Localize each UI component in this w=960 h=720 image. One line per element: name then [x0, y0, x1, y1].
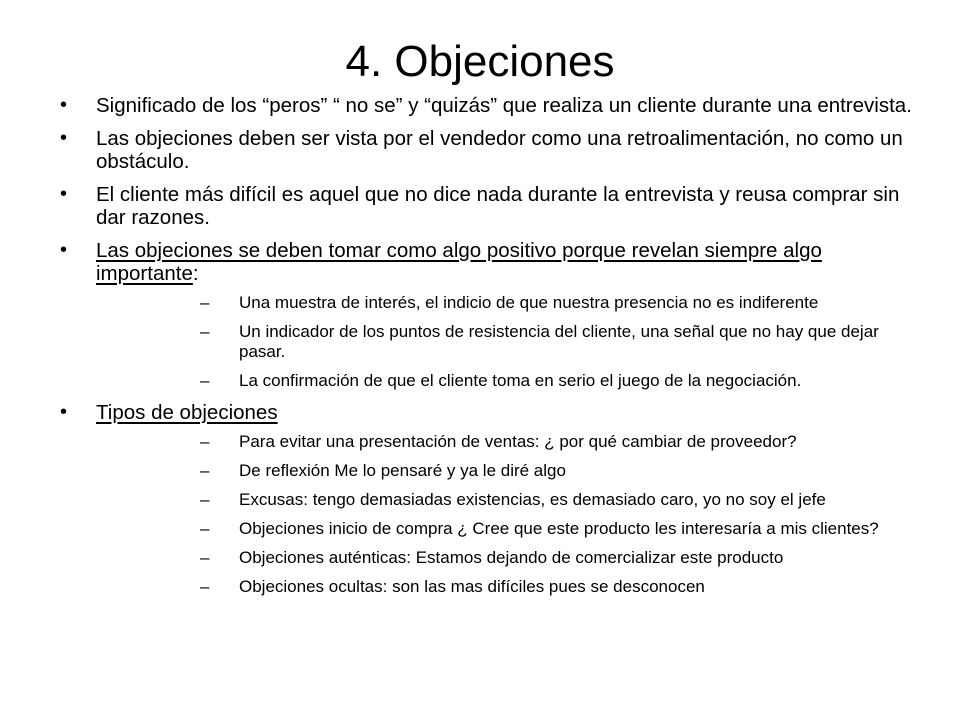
sub-item — [96, 548, 920, 568]
bullet-meaning — [0, 94, 960, 117]
sub-item-text: Excusas: tengo demasiadas existencias, es demasiado caro, yo no soy el jefe — [239, 490, 826, 509]
sub-item — [96, 293, 920, 313]
sub-item-text: Objeciones inicio de compra ¿ Cree que este producto les interesaría a mis clientes? — [239, 519, 879, 538]
sub-item-text: Objeciones ocultas: son las mas difíciles pues se desconocen — [239, 577, 705, 596]
dash-marker: – — [200, 293, 210, 312]
sub-item — [96, 322, 920, 362]
slide-content — [0, 94, 960, 607]
positive-sub-list — [96, 293, 920, 391]
dash-marker: – — [200, 577, 210, 596]
sub-item-text: Objeciones auténticas: Estamos dejando de comercializar este producto — [239, 548, 784, 567]
bullet-types — [0, 401, 960, 597]
dash-marker: – — [200, 461, 210, 480]
dash-marker: – — [200, 519, 210, 538]
bullet-marker: • — [60, 183, 68, 205]
bullet-marker: • — [60, 401, 68, 423]
sub-item-text: La confirmación de que el cliente toma en serio el juego de la negociación. — [239, 371, 802, 390]
bullet-text: El cliente más difícil es aquel que no dice nada durante la entrevista y reusa comprar sin dar razones. — [96, 183, 900, 229]
bullet-marker: • — [60, 127, 68, 149]
sub-item-text: Para evitar una presentación de ventas: ¿ por qué cambiar de proveedor? — [239, 432, 797, 451]
bullet-text: Significado de los “peros” “ no se” y “quizás” que realiza un cliente durante una entrevista. — [96, 94, 912, 117]
sub-item-text: De reflexión Me lo pensaré y ya le diré algo — [239, 461, 566, 480]
bullet-difficult-client — [0, 183, 960, 229]
sub-item — [96, 577, 920, 597]
types-sub-list — [96, 432, 920, 597]
dash-marker: – — [200, 432, 210, 451]
sub-item — [96, 490, 920, 510]
sub-item — [96, 519, 920, 539]
sub-item-text: Una muestra de interés, el indicio de que nuestra presencia no es indiferente — [239, 293, 819, 312]
sub-item-text: Un indicador de los puntos de resistencia del cliente, una señal que no hay que dejar pasar. — [239, 322, 879, 361]
bullet-feedback — [0, 127, 960, 173]
dash-marker: – — [200, 371, 210, 390]
types-heading: Tipos de objeciones — [96, 401, 278, 424]
slide-title: 4. Objeciones — [345, 37, 615, 86]
dash-marker: – — [200, 490, 210, 509]
dash-marker: – — [200, 548, 210, 567]
bullet-marker: • — [60, 239, 68, 261]
positive-heading: Las objeciones se deben tomar como algo positivo porque revelan siempre algo importante — [96, 239, 822, 285]
bullet-marker: • — [60, 94, 68, 116]
bullet-text: Las objeciones deben ser vista por el vendedor como una retroalimentación, no como un obstáculo. — [96, 127, 903, 173]
dash-marker: – — [200, 322, 210, 341]
positive-heading-suffix: : — [192, 262, 199, 285]
sub-item — [96, 371, 920, 391]
bullet-positive — [0, 239, 960, 391]
sub-item — [96, 461, 920, 481]
sub-item — [96, 432, 920, 452]
